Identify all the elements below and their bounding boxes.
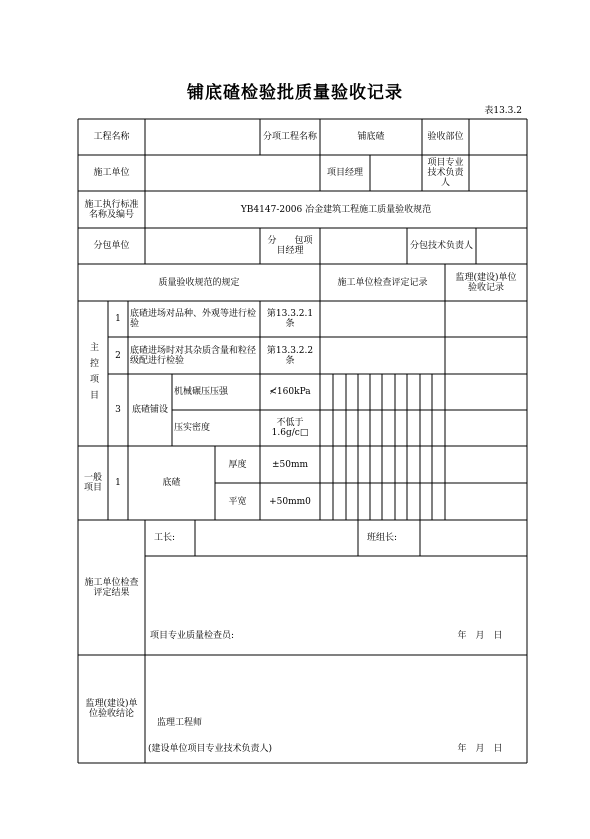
sub-project-value: 铺底碴 <box>357 132 385 142</box>
general-item-1a-req: ±50mm <box>271 459 309 470</box>
main-item-3a-req: ≮160kPa <box>269 387 311 397</box>
subcontract-tech-label: 分包技术负责人 <box>409 241 473 251</box>
general-item-1b-item: 平宽 <box>228 496 247 507</box>
main-item-2-no: 2 <box>115 350 121 361</box>
foreman-label: 工长: <box>154 533 176 543</box>
supervision-date: 年 月 日 <box>457 744 503 754</box>
supervision-engineer-label: 监理工程师 <box>157 718 203 728</box>
standard-value: YB4147-2006 冶金建筑工程施工质量验收规范 <box>240 204 432 215</box>
main-item-1-no: 1 <box>115 314 121 324</box>
page-title: 铺底碴检验批质量验收记录 <box>187 83 403 103</box>
construction-unit-label: 施工单位 <box>93 168 130 178</box>
main-item-3-no: 3 <box>115 405 121 415</box>
subcontract-unit-label: 分包单位 <box>93 241 130 251</box>
construction-result-label: 施工单位检查评定结果 <box>84 577 139 598</box>
main-item-3b-item: 压实密度 <box>174 423 211 433</box>
form-code: 表13.3.2 <box>484 106 522 116</box>
standard-label: 施工执行标准名称及编号 <box>84 199 139 220</box>
team-leader-label: 班组长: <box>367 533 398 543</box>
project-manager-label: 项目经理 <box>326 168 363 178</box>
acceptance-part-label: 验收部位 <box>427 132 464 142</box>
general-item-1a-item: 厚度 <box>228 459 247 470</box>
supervision-record-header: 监理(建设)单位验收记录 <box>455 272 517 293</box>
general-item-1-no: 1 <box>115 478 121 488</box>
sub-project-label: 分项工程名称 <box>262 132 317 142</box>
project-name-value[interactable] <box>145 119 260 155</box>
owner-tech-lead-label: (建设单位项目专业技术负责人) <box>148 744 273 754</box>
main-item-2-clause: 第13.3.2.2条 <box>266 345 314 366</box>
subcontract-manager-label: 分 包项目经理 <box>267 236 313 256</box>
general-items-group-label: 一般项目 <box>83 473 102 493</box>
tech-lead-label: 项目专业技术负责人 <box>427 158 464 188</box>
main-item-3-name: 底碴铺设 <box>131 405 168 415</box>
main-item-2-desc: 底碴进场时对其杂质含量和粒径级配进行检验 <box>130 345 257 366</box>
construction-check-header: 施工单位检查评定记录 <box>337 277 428 288</box>
main-items-group-label: 主控项目 <box>88 341 98 406</box>
main-item-1-desc: 底碴进场对品种、外观等进行检验 <box>130 309 257 329</box>
general-item-1b-req: +50mm0 <box>269 496 311 507</box>
spec-column-header: 质量验收规范的规定 <box>158 277 240 288</box>
main-item-3b-req: 不低于1.6g/c□ <box>271 418 309 438</box>
main-item-3a-item: 机械碾压压强 <box>174 387 229 397</box>
main-item-1-clause: 第13.3.2.1条 <box>266 309 314 329</box>
project-name-label: 工程名称 <box>93 132 130 142</box>
construction-date: 年 月 日 <box>457 631 503 641</box>
quality-inspector-label: 项目专业质量检查员: <box>150 631 235 641</box>
general-item-1-name: 底碴 <box>162 478 181 488</box>
supervision-result-label: 监理(建设)单位验收结论 <box>85 699 138 719</box>
